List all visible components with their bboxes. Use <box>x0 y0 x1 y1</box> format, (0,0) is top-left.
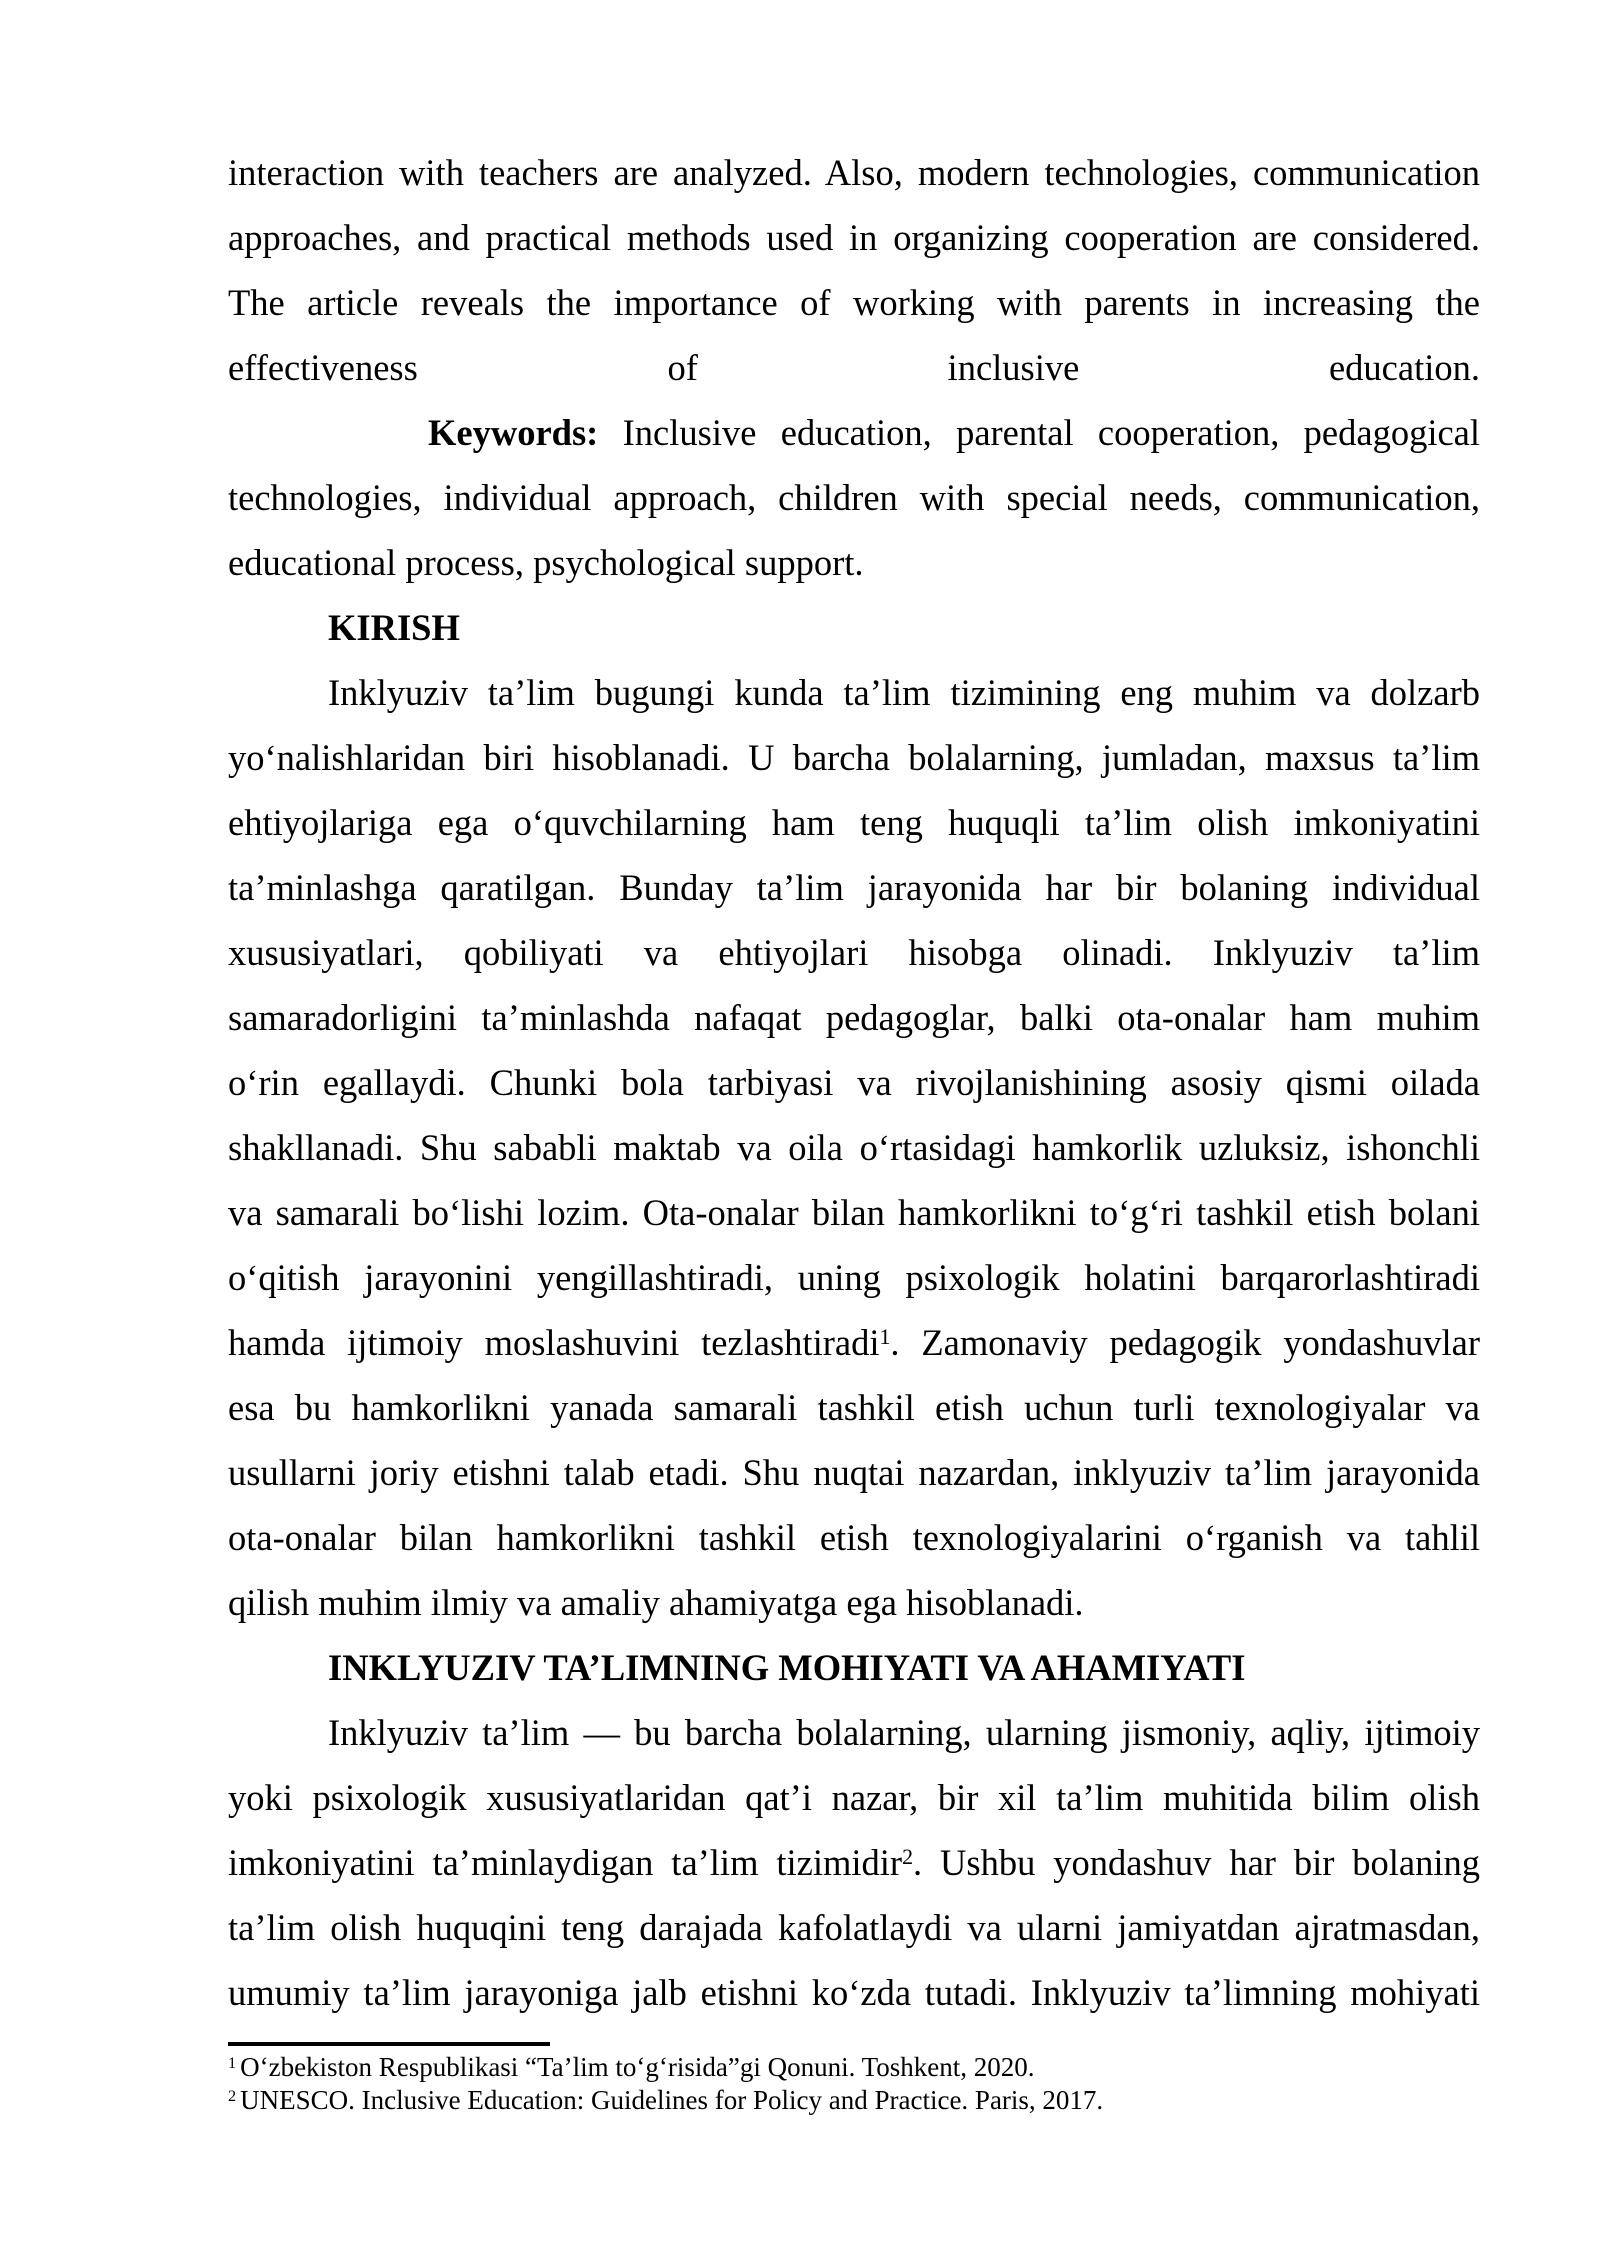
footnote-marker: 1 <box>228 2053 237 2072</box>
text-line <box>228 1310 1480 1375</box>
text-line <box>228 1050 1480 1115</box>
text-line <box>228 1245 1480 1310</box>
text-segment: technologies, individual approach, children with special needs, communication, <box>228 477 1480 518</box>
footnotes <box>228 2051 1488 2117</box>
text-segment: qilish muhim ilmiy va amaliy ahamiyatga ega hisoblanadi. <box>228 1582 1084 1623</box>
footnote <box>228 2084 1488 2117</box>
footnote <box>228 2051 1488 2084</box>
text-segment: Inclusive education, parental cooperation, pedagogical <box>622 412 1480 453</box>
text-segment: yoʻnalishlaridan biri hisoblanadi. U barcha bolalarning, jumladan, maxsus ta’lim <box>228 737 1480 778</box>
text-segment: ta’lim olish huquqini teng darajada kafolatlaydi va ularni jamiyatdan ajratmasdan, <box>228 1907 1480 1948</box>
text-segment: KIRISH <box>328 607 460 648</box>
text-line <box>228 1570 1480 1635</box>
text-line <box>228 1830 1480 1895</box>
text-segment: umumiy ta’lim jarayoniga jalb etishni koʻzda tutadi. Inklyuziv ta’limning mohiyati <box>228 1972 1480 2013</box>
text-segment: The article reveals the importance of working with parents in increasing the <box>228 282 1480 323</box>
text-line <box>228 1635 1480 1700</box>
text-segment: va samarali boʻlishi lozim. Ota-onalar bilan hamkorlikni toʻgʻri tashkil etish bolani <box>228 1192 1480 1233</box>
text-line <box>228 595 1480 660</box>
footnote-reference: 2 <box>902 1844 914 1870</box>
text-line <box>228 1375 1480 1440</box>
text-line <box>228 1505 1480 1570</box>
text-line <box>228 725 1480 790</box>
text-segment: samaradorligini ta’minlashda nafaqat pedagoglar, balki ota-onalar ham muhim <box>228 997 1480 1038</box>
text-line <box>228 920 1480 985</box>
text-line <box>228 335 1480 400</box>
text-line <box>228 660 1480 725</box>
text-segment: . Ushbu yondashuv har bir bolaning <box>913 1842 1480 1883</box>
text-segment: ta’minlashga qaratilgan. Bunday ta’lim jarayonida har bir bolaning individual <box>228 867 1480 908</box>
text-line <box>228 270 1480 335</box>
text-line <box>228 205 1480 270</box>
text-segment: oʻrin egallaydi. Chunki bola tarbiyasi va rivojlanishining asosiy qismi oilada <box>228 1062 1480 1103</box>
text-segment: ota-onalar bilan hamkorlikni tashkil etish texnologiyalarini oʻrganish va tahlil <box>228 1517 1480 1558</box>
text-segment: Inklyuziv ta’lim bugungi kunda ta’lim tizimining eng muhim va dolzarb <box>328 672 1480 713</box>
text-segment: interaction with teachers are analyzed. Also, modern technologies, communication <box>228 152 1480 193</box>
text-line <box>228 1960 1480 2025</box>
text-line <box>228 1765 1480 1830</box>
text-line <box>228 985 1480 1050</box>
text-segment: usullarni joriy etishni talab etadi. Shu nuqtai nazardan, inklyuziv ta’lim jarayonida <box>228 1452 1480 1493</box>
text-segment: shakllanadi. Shu sababli maktab va oila oʻrtasidagi hamkorlik uzluksiz, ishonchli <box>228 1127 1480 1168</box>
text-segment: educational process, psychological support. <box>228 542 864 583</box>
text-line <box>228 1440 1480 1505</box>
text-segment: INKLYUZIV TA’LIMNING MOHIYATI VA AHAMIYATI <box>328 1647 1246 1688</box>
body-text <box>228 140 1480 2025</box>
text-segment: oʻqitish jarayonini yengillashtiradi, uning psixologik holatini barqarorlashtiradi <box>228 1257 1480 1298</box>
text-segment: Inklyuziv ta’lim — bu barcha bolalarning, ularning jismoniy, aqliy, ijtimoiy <box>328 1712 1480 1753</box>
text-segment: imkoniyatini ta’minlaydigan ta’lim tizimidir <box>228 1842 903 1883</box>
text-line <box>228 1895 1480 1960</box>
text-line <box>228 400 1480 465</box>
text-line <box>228 465 1480 530</box>
footnote-text: UNESCO. Inclusive Education: Guidelines for Policy and Practice. Paris, 2017. <box>240 2085 1104 2115</box>
text-segment: yoki psixologik xususiyatlaridan qat’i nazar, bir xil ta’lim muhitida bilim olish <box>228 1777 1480 1818</box>
text-segment: hamda ijtimoiy moslashuvini tezlashtiradi <box>228 1322 880 1363</box>
text-segment: approaches, and practical methods used in organizing cooperation are considered. <box>228 217 1480 258</box>
text-line <box>228 1700 1480 1765</box>
text-line <box>228 1115 1480 1180</box>
text-segment: effectiveness of inclusive education. <box>228 347 1480 388</box>
text-segment: ehtiyojlariga ega oʻquvchilarning ham teng huquqli ta’lim olish imkoniyatini <box>228 802 1480 843</box>
text-segment: xususiyatlari, qobiliyati va ehtiyojlari hisobga olinadi. Inklyuziv ta’lim <box>228 932 1480 973</box>
text-line <box>228 140 1480 205</box>
text-line <box>228 855 1480 920</box>
footnote-text: Oʻzbekiston Respublikasi “Ta’lim toʻgʻrisida”gi Qonuni. Toshkent, 2020. <box>240 2052 1035 2082</box>
footnote-marker: 2 <box>228 2086 237 2105</box>
text-segment: esa bu hamkorlikni yanada samarali tashkil etish uchun turli texnologiyalar va <box>228 1387 1480 1428</box>
footnote-separator <box>228 2042 550 2046</box>
text-segment: . Zamonaviy pedagogik yondashuvlar <box>890 1322 1480 1363</box>
text-line <box>228 790 1480 855</box>
text-line <box>228 530 1480 595</box>
text-segment: Keywords: <box>428 412 623 453</box>
footnote-reference: 1 <box>879 1324 891 1350</box>
text-line <box>228 1180 1480 1245</box>
